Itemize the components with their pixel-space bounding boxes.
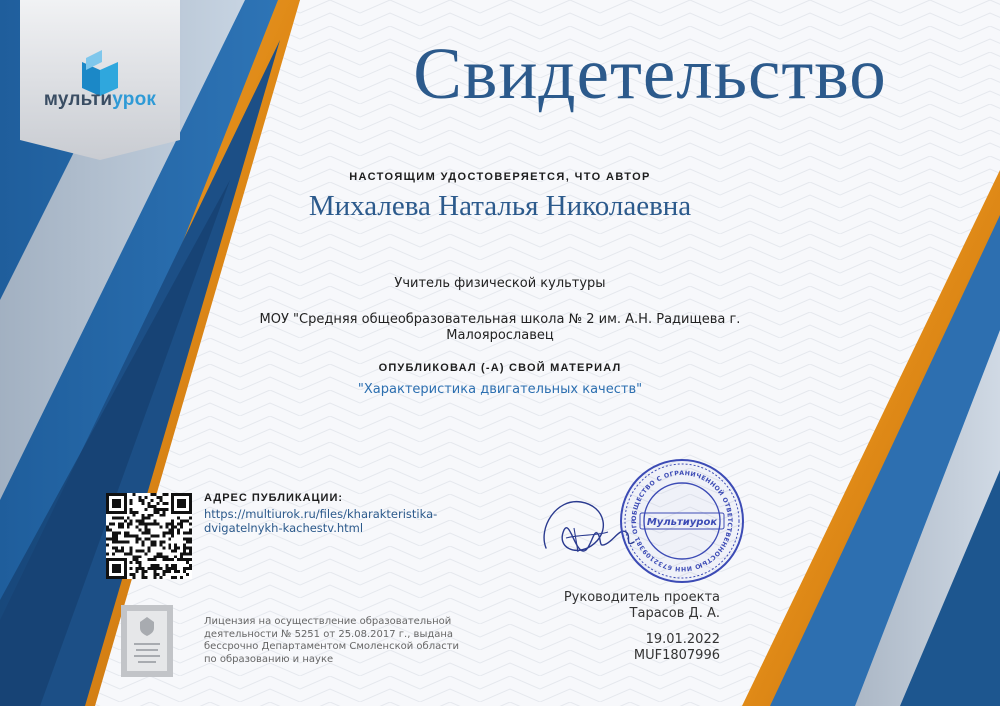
qr-code <box>106 493 192 579</box>
issue-info <box>560 632 720 664</box>
organization-line1: МОУ "Средняя общеобразовательная школа № 2 им. А.Н. Радищева г. <box>259 312 741 327</box>
license-text <box>204 616 489 666</box>
license-line1: Лицензия на осуществление образовательной <box>204 616 452 627</box>
logo-text-part2: урок <box>112 89 157 110</box>
certificate-title: Свидетельство <box>413 33 887 114</box>
license-line4: по образованию и науке <box>204 653 334 665</box>
license-emblem-icon <box>121 605 173 677</box>
publication-link-line2[interactable]: dvigatelnykh-kachestv.html <box>204 521 364 535</box>
license-line2: деятельности № 5251 от 25.08.2017 г., выдана <box>204 628 454 640</box>
publication-link-line1[interactable]: https://multiurok.ru/files/kharakteristika- <box>204 507 438 521</box>
book-icon <box>20 0 180 160</box>
organization-line2: Малоярославец <box>446 328 554 343</box>
published-text: ОПУБЛИКОВАЛ (-А) СВОЙ МАТЕРИАЛ <box>378 362 622 374</box>
author-name: Михалева Наталья Николаевна <box>308 190 692 222</box>
certify-text: НАСТОЯЩИМ УДОСТОВЕРЯЕТСЯ, ЧТО АВТОР <box>349 171 651 183</box>
signer-role: Руководитель проекта <box>563 590 720 605</box>
organization <box>235 312 765 344</box>
material-title: "Характеристика двигательных качеств" <box>357 382 643 397</box>
signer-block <box>530 590 720 622</box>
stamp-ring-text: ОБЩЕСТВО С ОГРАНИЧЕННОЙ ОТВЕТСТВЕННОСТЬЮ ИНН 6732109381 ОГР <box>630 469 734 573</box>
logo-text-part1: мульти <box>43 89 113 110</box>
certificate-code: MUF1807996 <box>633 648 720 663</box>
logo-text <box>38 89 162 111</box>
signer-name: Тарасов Д. А. <box>629 606 720 621</box>
company-stamp <box>618 457 746 585</box>
issue-date: 19.01.2022 <box>645 632 720 647</box>
stamp-center-text: Мультиурок <box>646 517 718 528</box>
address-label: АДРЕС ПУБЛИКАЦИИ: <box>204 492 344 504</box>
license-line3: бессрочно Департаментом Смоленской области <box>204 641 460 652</box>
author-position: Учитель физической культуры <box>394 276 606 291</box>
logo-card <box>20 0 180 160</box>
publication-link[interactable] <box>204 507 484 535</box>
